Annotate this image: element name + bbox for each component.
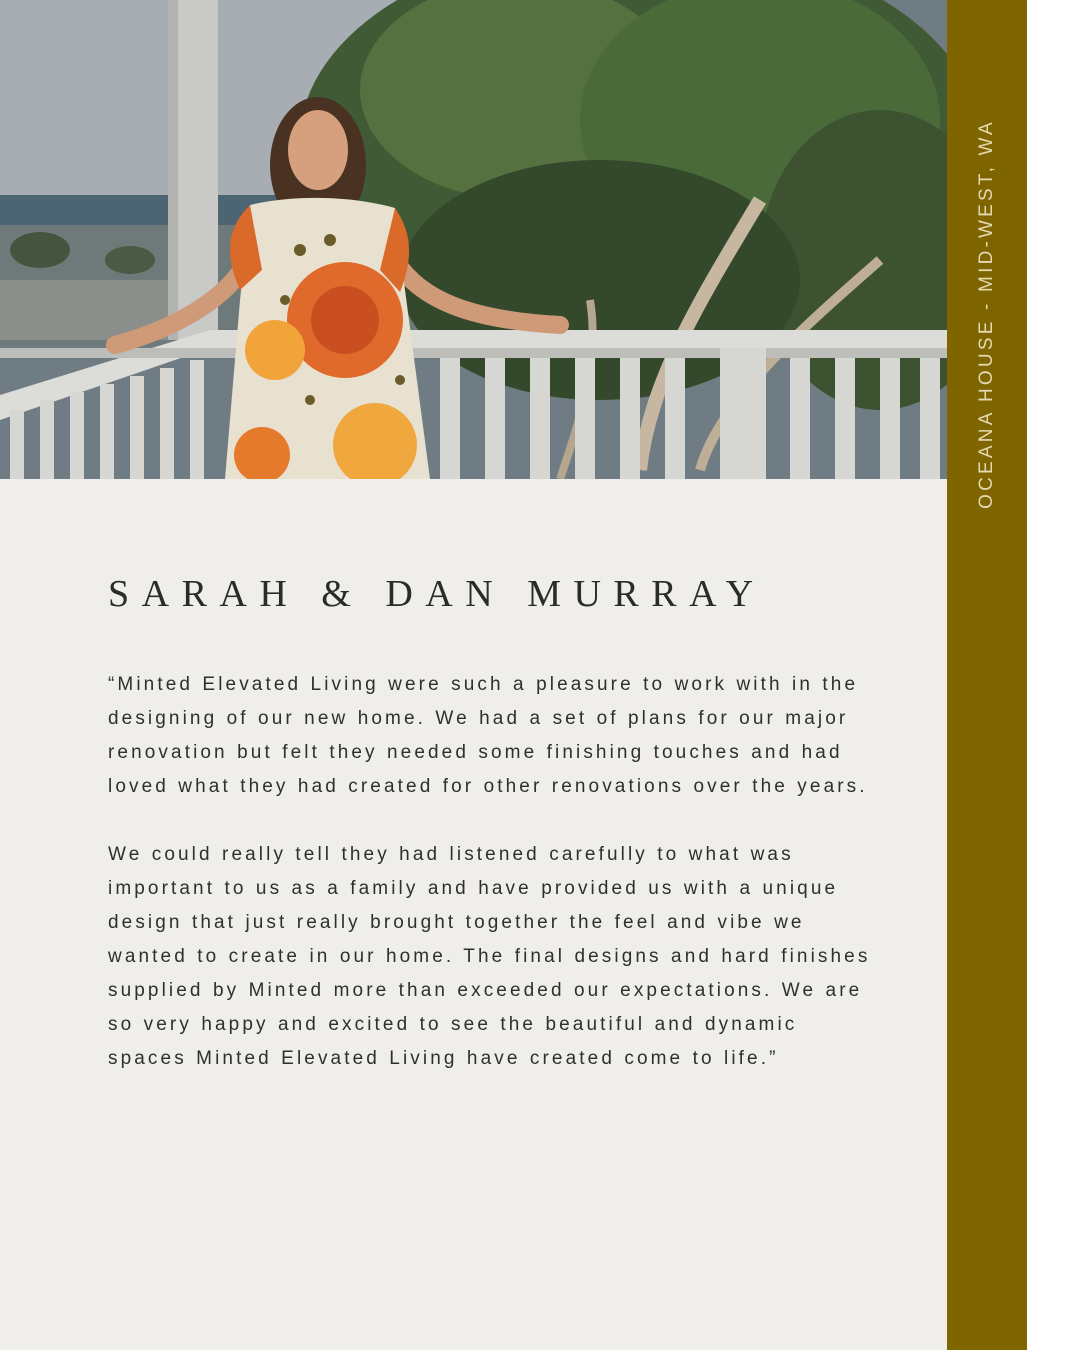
project-location-label: OCEANA HOUSE - MID-WEST, WA bbox=[976, 119, 997, 509]
client-name-heading: SARAH & DAN MURRAY bbox=[108, 573, 766, 615]
hero-photo bbox=[0, 0, 947, 479]
testimonial-paragraph-2: We could really tell they had listened carefully to what was important to us as a family and have provided us with a unique design that just really brought together the feel and vibe we wanted to create in our home. The final designs and hard finishes supplied by Minted more than exceeded our expectations. We are so very happy and excited to see the beautiful and dynamic spaces Minted Elevated Living have created come to life.” bbox=[108, 844, 871, 1069]
testimonial-quote bbox=[108, 668, 878, 1110]
hero-photo-illustration bbox=[0, 0, 947, 479]
testimonial-paragraph-1: “Minted Elevated Living were such a pleasure to work with in the designing of our new home. We had a set of plans for our major renovation but felt they needed some finishing touches and had loved what they had created for other renovations over the years. bbox=[108, 674, 868, 797]
